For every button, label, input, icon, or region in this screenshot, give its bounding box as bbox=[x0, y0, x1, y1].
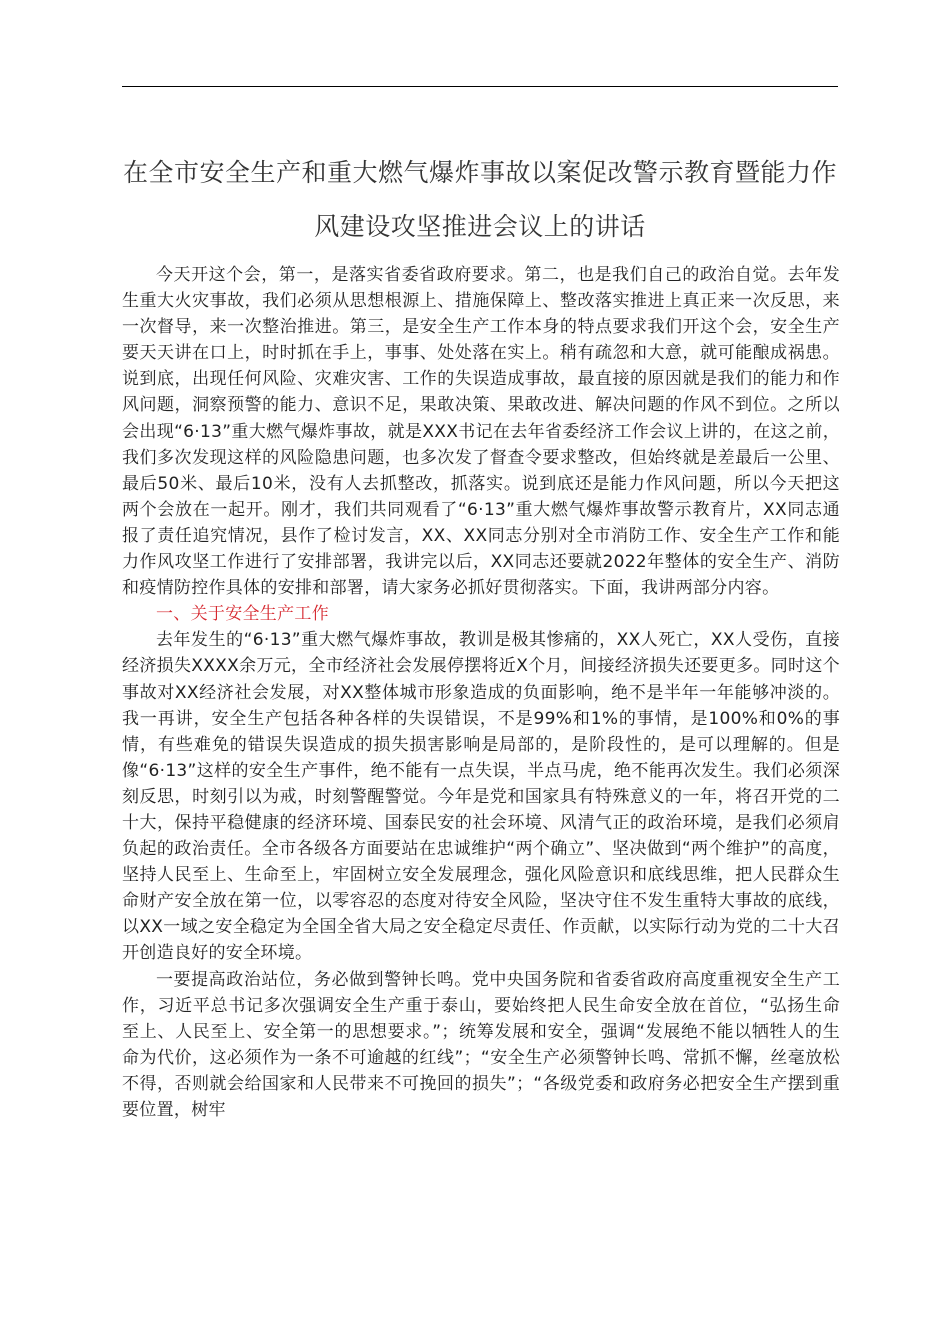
paragraph-accident-lesson: 去年发生的“6·13”重大燃气爆炸事故，教训是极其惨痛的，XX人死亡，XX人受伤，直接经济损失XXXX余万元，全市经济社会发展停摆将近X个月，间接经济损失还要更多。同时这个事故对XX经济社会发展，对XX整体城市形象造成的负面影响，绝不是半年一年能够冲淡的。我一再讲，安全生产包括各种各样的失误错误，不是99%和1%的事情，是100%和0%的事情，有些难免的错误失误造成的损失损害影响是局部的，是阶段性的，是可以理解的。但是像“6·13”这样的安全生产事件，绝不能有一点失误，半点马虎，绝不能再次发生。我们必须深刻反思，时刻引以为戒，时刻警醒警觉。今年是党和国家具有特殊意义的一年，将召开党的二十大，保持平稳健康的经济环境、国泰民安的社会环境、风清气正的政治环境，是我们必须肩负起的政治责任。全市各级各方面要站在忠诚维护“两个确立”、坚决做到“两个维护”的高度，坚持人民至上、生命至上，牢固树立安全发展理念，强化风险意识和底线思维，把人民群众生命财产安全放在第一位，以零容忍的态度对待安全风险，坚决守住不发生重特大事故的底线，以XX一域之安全稳定为全国全省大局之安全稳定尽责任、作贡献，以实际行动为党的二十大召开创造良好的安全环境。 bbox=[122, 630, 840, 964]
document-body bbox=[122, 262, 840, 1123]
paragraph-political-stance: 一要提高政治站位，务必做到警钟长鸣。党中央国务院和省委省政府高度重视安全生产工作，习近平总书记多次强调安全生产重于泰山，要始终把人民生命安全放在首位，“弘扬生命至上、人民至上、安全第一的思想要求。”；统筹发展和安全，强调“发展绝不能以牺牲人的生命为代价，这必须作为一条不可逾越的红线”；“安全生产必须警钟长鸣、常抓不懈，丝毫放松不得，否则就会给国家和人民带来不可挽回的损失”；“各级党委和政府务必把安全生产摆到重要位置，树牢 bbox=[122, 969, 840, 1120]
header-rule bbox=[122, 86, 838, 87]
paragraph-intro: 今天开这个会，第一，是落实省委省政府要求。第二，也是我们自己的政治自觉。去年发生重大火灾事故，我们必须从思想根源上、措施保障上、整改落实推进上真正来一次反思，来一次督导，来一次整治推进。第三，是安全生产工作本身的特点要求我们开这个会，安全生产要天天讲在口上，时时抓在手上，事事、处处落在实上。稍有疏忽和大意，就可能酿成祸患。说到底，出现任何风险、灾难灾害、工作的失误造成事故，最直接的原因就是我们的能力和作风问题，洞察预警的能力、意识不足，果敢决策、果敢改进、解决问题的作风不到位。之所以会出现“6·13”重大燃气爆炸事故，就是XXX书记在去年省委经济工作会议上讲的，在这之前，我们多次发现这样的风险隐患问题，也多次发了督查令要求整改，但始终就是差最后一公里、最后50米、最后10米，没有人去抓整改，抓落实。说到底还是能力作风问题，所以今天把这两个会放在一起开。刚才，我们共同观看了“6·13”重大燃气爆炸事故警示教育片，XX同志通报了责任追究情况，县作了检讨发言，XX、XX同志分别对全市消防工作、安全生产工作和能力作风攻坚工作进行了安排部署，我讲完以后，XX同志还要就2022年整体的安全生产、消防和疫情防控作具体的安排和部署，请大家务必抓好贯彻落实。下面，我讲两部分内容。 bbox=[122, 265, 840, 599]
section-heading: 一、关于安全生产工作 bbox=[156, 604, 329, 625]
document-title: 在全市安全生产和重大燃气爆炸事故以案促改警示教育暨能力作风建设攻坚推进会议上的讲话 bbox=[122, 158, 837, 241]
